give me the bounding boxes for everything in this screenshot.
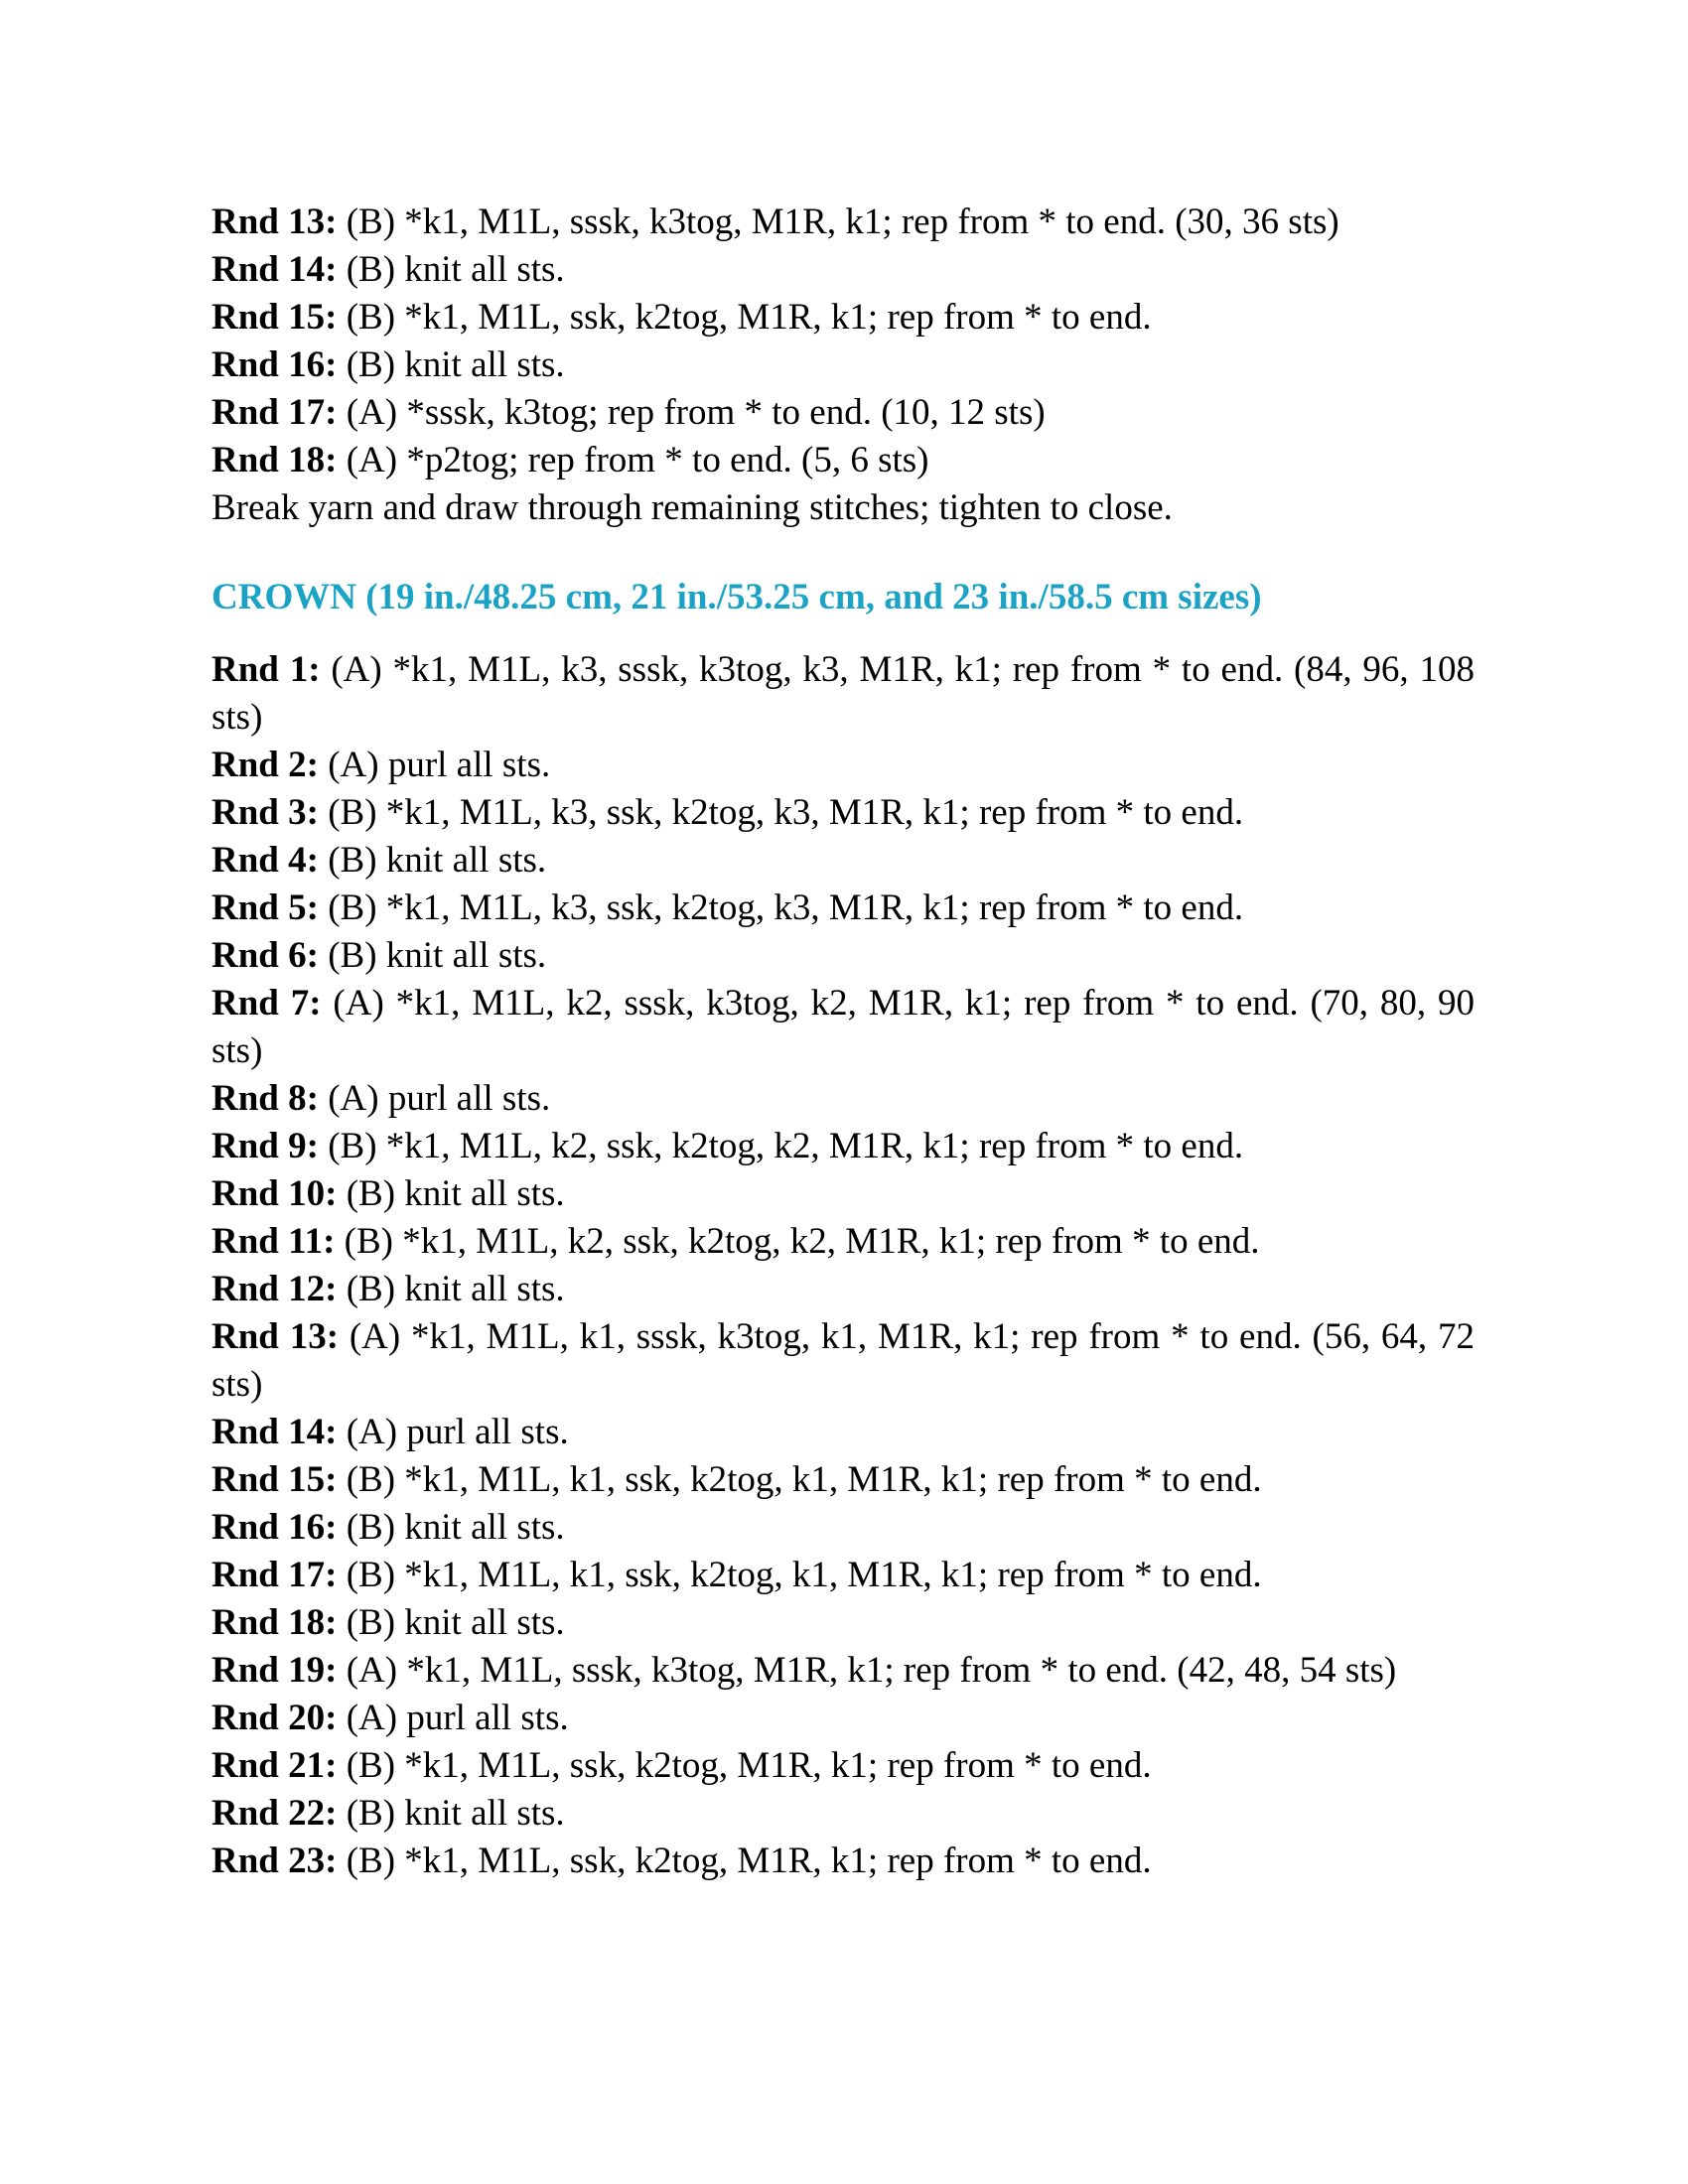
round-line: [211, 1504, 1475, 1552]
round-line: [211, 980, 1475, 1075]
round-line: [211, 1742, 1475, 1790]
round-line: [211, 1790, 1475, 1838]
round-label: Rnd 11:: [211, 1221, 336, 1262]
round-text: (B) *k1, M1L, k2, ssk, k2tog, k2, M1R, k1; rep from * to end.: [328, 1126, 1244, 1166]
round-label: Rnd 1:: [211, 649, 321, 690]
round-label: Rnd 4:: [211, 840, 319, 881]
round-label: Rnd 18:: [211, 440, 338, 480]
round-text: (B) *k1, M1L, sssk, k3tog, M1R, k1; rep from * to end. (30, 36 sts): [346, 202, 1339, 242]
round-text: (A) *sssk, k3tog; rep from * to end. (10, 12 sts): [346, 392, 1046, 433]
round-text: (B) knit all sts.: [346, 1793, 565, 1834]
round-line: [211, 646, 1475, 742]
round-line: [211, 1599, 1475, 1647]
round-line: [211, 1218, 1475, 1266]
round-line: [211, 1838, 1475, 1885]
round-line: [211, 885, 1475, 932]
round-text: (B) *k1, M1L, ssk, k2tog, M1R, k1; rep from * to end.: [346, 1841, 1152, 1881]
round-line: [211, 1170, 1475, 1218]
round-text: (B) *k1, M1L, k3, ssk, k2tog, k3, M1R, k1; rep from * to end.: [328, 792, 1244, 833]
round-text: (B) *k1, M1L, k1, ssk, k2tog, k1, M1R, k1; rep from * to end.: [346, 1459, 1262, 1500]
round-line: [211, 246, 1475, 294]
round-text: (A) *k1, M1L, k3, sssk, k3tog, k3, M1R, k1; rep from * to end. (84, 96, 108 sts): [211, 649, 1475, 738]
round-line: [211, 1647, 1475, 1695]
round-label: Rnd 14:: [211, 249, 338, 290]
round-text: (A) *k1, M1L, sssk, k3tog, M1R, k1; rep from * to end. (42, 48, 54 sts): [346, 1650, 1397, 1691]
round-line: [211, 341, 1475, 389]
round-label: Rnd 5:: [211, 887, 319, 928]
round-text: (A) purl all sts.: [328, 745, 551, 785]
round-line: [211, 932, 1475, 980]
round-text: (B) *k1, M1L, ssk, k2tog, M1R, k1; rep from * to end.: [346, 297, 1152, 338]
round-line: [211, 1313, 1475, 1409]
round-label: Rnd 9:: [211, 1126, 319, 1166]
round-line: [211, 199, 1475, 246]
round-text: (A) *k1, M1L, k1, sssk, k3tog, k1, M1R, k1; rep from * to end. (56, 64, 72 sts): [211, 1316, 1475, 1405]
round-line: [211, 1456, 1475, 1504]
round-label: Rnd 6:: [211, 935, 319, 976]
round-text: (B) knit all sts.: [346, 1269, 565, 1309]
round-text: (A) purl all sts.: [346, 1698, 569, 1738]
round-label: Rnd 20:: [211, 1698, 338, 1738]
round-text: (B) knit all sts.: [346, 344, 565, 385]
round-label: Rnd 17:: [211, 392, 338, 433]
round-line: [211, 742, 1475, 789]
round-line: [211, 294, 1475, 341]
round-label: Rnd 7:: [211, 983, 322, 1024]
round-text: (B) knit all sts.: [328, 840, 547, 881]
round-label: Rnd 15:: [211, 297, 338, 338]
round-line: [211, 1695, 1475, 1742]
crown-section: [211, 646, 1475, 1885]
closing-instruction: Break yarn and draw through remaining stitches; tighten to close.: [211, 487, 1173, 528]
round-line: [211, 1552, 1475, 1599]
round-text: (B) *k1, M1L, k3, ssk, k2tog, k3, M1R, k1; rep from * to end.: [328, 887, 1244, 928]
round-line: [211, 837, 1475, 885]
round-label: Rnd 17:: [211, 1555, 338, 1595]
round-text: (B) knit all sts.: [346, 1602, 565, 1643]
round-text: (A) purl all sts.: [346, 1412, 569, 1452]
round-text: (B) knit all sts.: [346, 1173, 565, 1214]
round-label: Rnd 10:: [211, 1173, 338, 1214]
round-line: [211, 1266, 1475, 1313]
round-label: Rnd 3:: [211, 792, 319, 833]
round-label: Rnd 14:: [211, 1412, 338, 1452]
round-text: (B) *k1, M1L, k1, ssk, k2tog, k1, M1R, k1; rep from * to end.: [346, 1555, 1262, 1595]
document-page: [211, 199, 1475, 1885]
round-text: (B) knit all sts.: [346, 1507, 565, 1548]
round-label: Rnd 2:: [211, 745, 319, 785]
round-line: [211, 1409, 1475, 1456]
round-label: Rnd 12:: [211, 1269, 338, 1309]
round-text: (B) *k1, M1L, k2, ssk, k2tog, k2, M1R, k1; rep from * to end.: [344, 1221, 1260, 1262]
round-label: Rnd 23:: [211, 1841, 338, 1881]
round-text: (A) *k1, M1L, k2, sssk, k3tog, k2, M1R, k1; rep from * to end. (70, 80, 90 sts): [211, 983, 1476, 1071]
round-label: Rnd 15:: [211, 1459, 338, 1500]
round-label: Rnd 16:: [211, 1507, 338, 1548]
round-label: Rnd 13:: [211, 202, 338, 242]
round-text: (B) *k1, M1L, ssk, k2tog, M1R, k1; rep from * to end.: [346, 1745, 1152, 1786]
round-line: [211, 789, 1475, 837]
round-label: Rnd 18:: [211, 1602, 338, 1643]
section-heading: CROWN (19 in./48.25 cm, 21 in./53.25 cm, and 23 in./58.5 cm sizes): [211, 577, 1262, 617]
round-line: [211, 1123, 1475, 1170]
round-label: Rnd 19:: [211, 1650, 338, 1691]
round-line: [211, 437, 1475, 484]
round-label: Rnd 13:: [211, 1316, 340, 1357]
round-label: Rnd 8:: [211, 1078, 319, 1119]
round-label: Rnd 22:: [211, 1793, 338, 1834]
round-line: [211, 389, 1475, 437]
round-text: (A) *p2tog; rep from * to end. (5, 6 sts): [346, 440, 929, 480]
round-label: Rnd 21:: [211, 1745, 338, 1786]
previous-crown-section: [211, 199, 1475, 532]
round-text: (B) knit all sts.: [328, 935, 547, 976]
round-label: Rnd 16:: [211, 344, 338, 385]
round-text: (A) purl all sts.: [328, 1078, 551, 1119]
round-line: [211, 1075, 1475, 1123]
round-text: (B) knit all sts.: [346, 249, 565, 290]
